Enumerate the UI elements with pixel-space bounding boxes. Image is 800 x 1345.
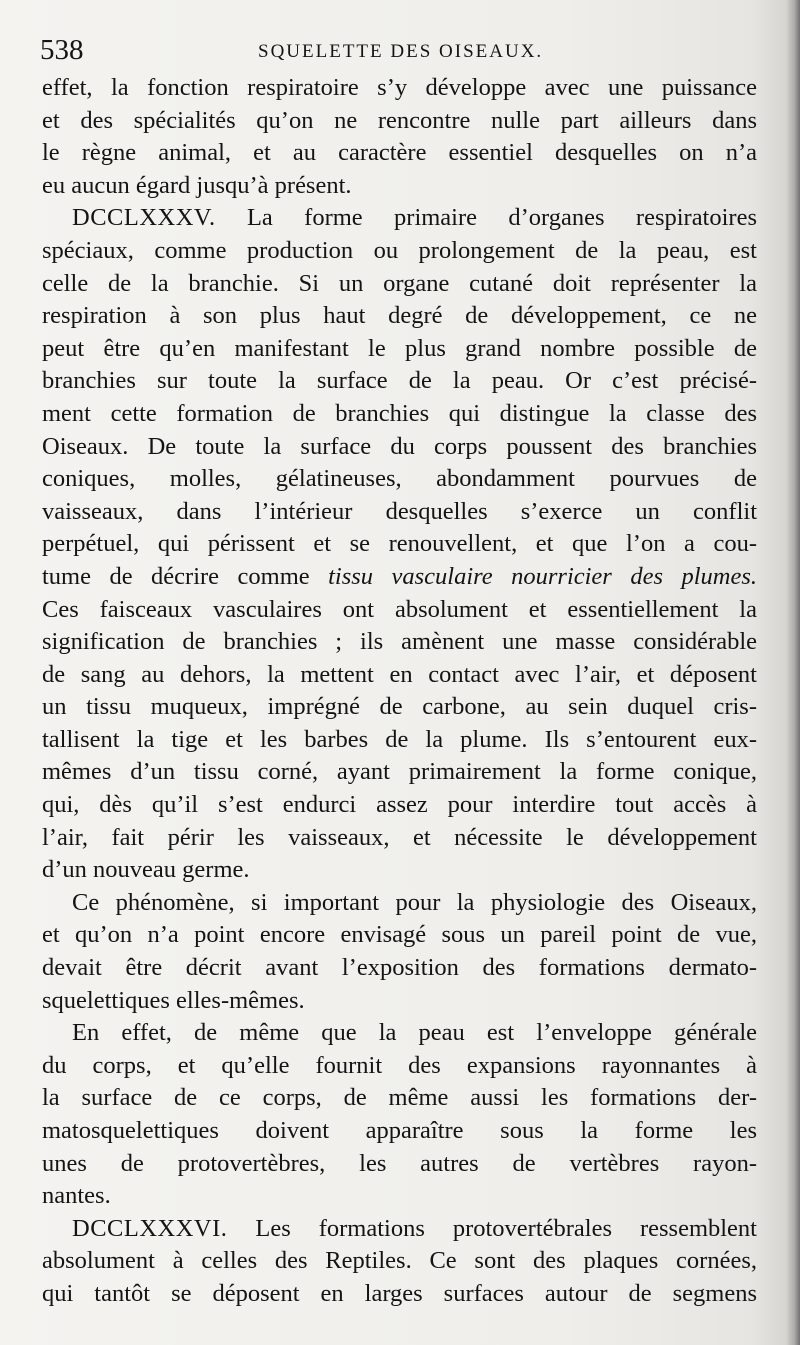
text-line: unes de protovertèbres, les autres de vertèbres rayon- [42,1149,757,1177]
text-line: mêmes d’un tissu corné, ayant primairement la forme conique, [42,758,757,786]
text-line: d’un nouveau germe. [42,856,250,884]
text-line: absolument à celles des Reptiles. Ce sont des plaques cornées, [42,1247,757,1275]
text-line: du corps, et qu’elle fournit des expansions rayonnantes à [42,1051,757,1079]
text-line: En effet, de même que la peau est l’enveloppe générale [72,1019,757,1047]
text-line: Ces faisceaux vasculaires ont absolument et essentiellement la [42,595,757,623]
text-line: celle de la branchie. Si un organe cutané doit représenter la [42,269,757,297]
text-line: signification de branchies ; ils amènent une masse considérable [42,628,757,656]
paragraph-number: DCCLXXXV. [72,204,216,232]
paragraph-5 [42,1213,757,1311]
paragraph-2 [42,202,757,886]
paragraph-1 [42,72,757,202]
text-line: nantes. [42,1182,111,1210]
text-line: squelettiques elles-mêmes. [42,986,305,1014]
text-fragment: La forme primaire d’organes respiratoires [215,204,757,232]
text-line: respiration à son plus haut degré de développement, ce ne [42,302,757,330]
text-line: branchies sur toute la surface de la peau. Or c’est précisé- [42,367,757,395]
page-header [40,30,755,70]
text-line: Ce phénomène, si important pour la physiologie des Oiseaux, [72,888,757,916]
text-line: qui tantôt se déposent en larges surfaces autour de segmens [42,1279,757,1307]
text-line [42,202,757,235]
text-line: spéciaux, comme production ou prolongement de la peau, est [42,236,757,264]
text-line: de sang au dehors, la mettent en contact avec l’air, et déposent [42,660,757,688]
text-line: l’air, fait périr les vaisseaux, et nécessite le développement [42,823,757,851]
page-edge-shadow [786,0,800,1345]
text-line: la surface de ce corps, de même aussi les formations der- [42,1084,757,1112]
text-line [42,1213,757,1246]
text-line: coniques, molles, gélatineuses, abondamment pourvues de [42,465,757,493]
text-line [42,561,757,594]
text-line: et qu’on n’a point encore envisagé sous un pareil point de vue, [42,921,757,949]
text-line: Oiseaux. De toute la surface du corps poussent des branchies [42,432,757,460]
text-line: peut être qu’en manifestant le plus grand nombre possible de [42,334,757,362]
text-line: et des spécialités qu’on ne rencontre nulle part ailleurs dans [42,106,757,134]
text-line: effet, la fonction respiratoire s’y développe avec une puissance [42,74,757,101]
body-text [42,72,757,1311]
text-line: matosquelettiques doivent apparaître sous la forme les [42,1117,757,1144]
italic-phrase: tissu vasculaire nourricier des plumes. [328,562,757,590]
text-fragment: Les formations protovertébrales ressemblent [227,1214,757,1242]
text-line: tallisent la tige et les barbes de la plume. Ils s’entourent eux- [42,725,757,753]
text-line: eu aucun égard jusqu’à présent. [42,171,352,199]
text-line: le règne animal, et au caractère essentiel desquelles on n’a [42,139,757,167]
paragraph-3 [42,887,757,1017]
text-line: un tissu muqueux, imprégné de carbone, au sein duquel cris- [42,693,757,721]
text-line: ment cette formation de branchies qui distingue la classe des [42,399,757,427]
paragraph-4 [42,1017,757,1213]
text-line: qui, dès qu’il s’est endurci assez pour interdire tout accès à [42,791,757,819]
text-line: vaisseaux, dans l’intérieur desquelles s’exerce un conflit [42,497,757,525]
running-head: SQUELETTE DES OISEAUX. [258,41,544,62]
page-number: 538 [40,34,84,66]
text-line: perpétuel, qui périssent et se renouvellent, et que l’on a cou- [42,530,757,558]
paragraph-number: DCCLXXXVI. [72,1214,228,1242]
text-line: devait être décrit avant l’exposition des formations dermato- [42,954,757,982]
text-fragment: tume de décrire comme [42,562,329,590]
